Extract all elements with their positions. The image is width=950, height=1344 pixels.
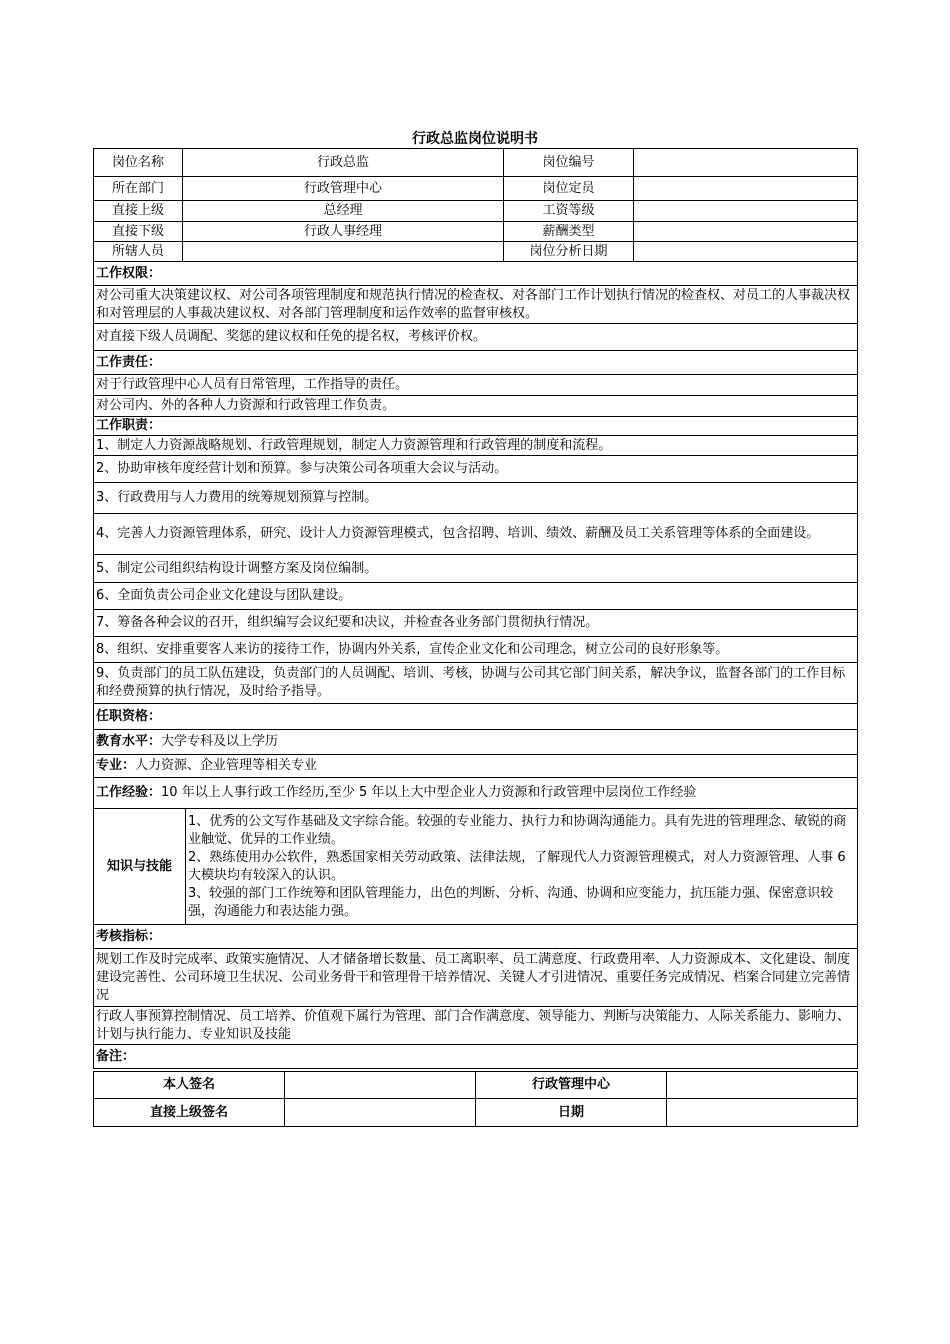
skill-item: 2、熟练使用办公软件，熟悉国家相关劳动政策、法律法规，了解现代人力资源管理模式，对人力资源管理、人事 6 大模块均有较深入的认识。 — [188, 849, 846, 883]
list-item — [94, 436, 858, 456]
info-value — [634, 201, 858, 222]
superior-sign-label: 直接上级签名 — [94, 1099, 285, 1127]
kpi-item: 规划工作及时完成率、政策实施情况、人才储备增长数量、员工离职率、员工满意度、行政费用率、人力资源成本、文化建设、制度建设完善性、公司环境卫生状况、公司业务骨干和管理骨干培养情况、关键人才引进情况、重要任务完成情况、档案合同建立完善情况 — [94, 949, 858, 1007]
duty-item: 9、负责部门的员工队伍建设，负责部门的人员调配、培训、考核，协调与公司其它部门间关系，解决争议，监督各部门的工作目标和经费预算的执行情况，及时给予指导。 — [94, 663, 858, 704]
education-label: 教育水平： — [96, 734, 162, 749]
list-item — [94, 514, 858, 555]
experience-cell — [94, 778, 858, 809]
info-row — [94, 177, 858, 201]
list-item — [94, 637, 858, 663]
section-heading-kpi: 考核指标： — [94, 925, 858, 949]
date-label: 日期 — [476, 1099, 667, 1127]
section-heading-duties: 工作职责： — [94, 417, 858, 436]
skill-item: 3、较强的部门工作统筹和团队管理能力，出色的判断、分析、沟通、协调和应变能力，抗压能力强、保密意识较强，沟通能力和表达能力强。 — [188, 885, 834, 919]
list-item — [94, 583, 858, 610]
info-value: 行政总监 — [183, 149, 504, 177]
duty-item: 1、制定人力资源战略规划、行政管理规划，制定人力资源管理和行政管理的制度和流程。 — [94, 436, 858, 456]
info-value — [634, 149, 858, 177]
list-item — [94, 396, 858, 417]
info-label: 薪酬类型 — [504, 222, 634, 242]
section-heading-row — [94, 1045, 858, 1069]
education-cell — [94, 730, 858, 755]
admin-center-label: 行政管理中心 — [476, 1072, 667, 1099]
duty-item: 3、行政费用与人力费用的统筹规划预算与控制。 — [94, 483, 858, 514]
section-heading-responsibility: 工作责任： — [94, 351, 858, 375]
section-heading-authority: 工作权限： — [94, 262, 858, 286]
info-value: 行政人事经理 — [183, 222, 504, 242]
major-value: 人力资源、企业管理等相关专业 — [135, 758, 318, 773]
section-heading-row — [94, 704, 858, 730]
list-item — [94, 286, 858, 324]
qualification-row — [94, 755, 858, 778]
list-item — [94, 483, 858, 514]
info-label: 所辖人员 — [94, 242, 183, 262]
date-field[interactable] — [667, 1099, 858, 1127]
list-item — [94, 324, 858, 351]
skills-cell — [186, 809, 858, 925]
duty-item: 5、制定公司组织结构设计调整方案及岗位编制。 — [94, 555, 858, 583]
list-item — [94, 1007, 858, 1045]
job-description-table — [93, 261, 858, 1069]
duty-item: 4、完善人力资源管理体系，研究、设计人力资源管理模式，包含招聘、培训、绩效、薪酬及员工关系管理等体系的全面建设。 — [94, 514, 858, 555]
info-label: 岗位分析日期 — [504, 242, 634, 262]
qualification-row — [94, 730, 858, 755]
info-value — [183, 242, 504, 262]
section-heading-row — [94, 925, 858, 949]
info-label: 直接上级 — [94, 201, 183, 222]
section-heading-row — [94, 417, 858, 436]
responsibility-item: 对于行政管理中心人员有日常管理，工作指导的责任。 — [94, 375, 858, 396]
skills-row — [94, 809, 858, 925]
signature-row — [94, 1099, 858, 1127]
kpi-item: 行政人事预算控制情况、员工培养、价值观下属行为管理、部门合作满意度、领导能力、判断与决策能力、人际关系能力、影响力、计划与执行能力、专业知识及技能 — [94, 1007, 858, 1045]
info-value — [634, 222, 858, 242]
education-value: 大学专科及以上学历 — [161, 734, 279, 749]
experience-label: 工作经验： — [96, 785, 162, 800]
list-item — [94, 949, 858, 1007]
duty-item: 2、协助审核年度经营计划和预算。参与决策公司各项重大会议与活动。 — [94, 456, 858, 483]
signature-row — [94, 1072, 858, 1099]
info-row — [94, 242, 858, 262]
duty-item: 8、组织、安排重要客人来访的接待工作，协调内外关系，宣传企业文化和公司理念，树立公司的良好形象等。 — [94, 637, 858, 663]
list-item — [94, 375, 858, 396]
info-value: 总经理 — [183, 201, 504, 222]
major-label: 专业： — [96, 758, 136, 773]
list-item — [94, 663, 858, 704]
self-sign-field[interactable] — [285, 1072, 476, 1099]
list-item — [94, 456, 858, 483]
list-item — [94, 610, 858, 637]
info-value: 行政管理中心 — [183, 177, 504, 201]
duty-item: 6、全面负责公司企业文化建设与团队建设。 — [94, 583, 858, 610]
signature-table — [93, 1071, 858, 1127]
document-title: 行政总监岗位说明书 — [412, 131, 538, 147]
info-row — [94, 149, 858, 177]
section-heading-qualification: 任职资格： — [94, 704, 858, 730]
info-label: 工资等级 — [504, 201, 634, 222]
skills-label: 知识与技能 — [94, 809, 186, 925]
experience-value: 10 年以上人事行政工作经历,至少 5 年以上大中型企业人力资源和行政管理中层岗位工作经验 — [161, 785, 697, 800]
self-sign-label: 本人签名 — [94, 1072, 285, 1099]
skill-item: 1、优秀的公文写作基础及文字综合能。较强的专业能力、执行力和协调沟通能力。具有先进的管理理念、敏锐的商业触觉、优异的工作业绩。 — [188, 813, 847, 847]
section-heading-remarks: 备注： — [94, 1045, 858, 1069]
duty-item: 7、筹备各种会议的召开，组织编写会议纪要和决议，并检查各业务部门贯彻执行情况。 — [94, 610, 858, 637]
list-item — [94, 555, 858, 583]
responsibility-item: 对公司内、外的各种人力资源和行政管理工作负责。 — [94, 396, 858, 417]
info-label: 岗位名称 — [94, 149, 183, 177]
authority-item: 对公司重大决策建议权、对公司各项管理制度和规范执行情况的检查权、对各部门工作计划执行情况的检查权、对员工的人事裁决权和对管理层的人事裁决建议权、对各部门管理制度和运作效率的监督审核权。 — [94, 286, 858, 324]
section-heading-row — [94, 351, 858, 375]
info-value — [634, 177, 858, 201]
info-label: 所在部门 — [94, 177, 183, 201]
section-heading-row — [94, 262, 858, 286]
authority-item: 对直接下级人员调配、奖惩的建议权和任免的提名权，考核评价权。 — [94, 324, 858, 351]
info-row — [94, 222, 858, 242]
qualification-row — [94, 778, 858, 809]
info-label: 岗位定员 — [504, 177, 634, 201]
info-row — [94, 201, 858, 222]
admin-center-field[interactable] — [667, 1072, 858, 1099]
info-label: 直接下级 — [94, 222, 183, 242]
major-cell — [94, 755, 858, 778]
superior-sign-field[interactable] — [285, 1099, 476, 1127]
info-label: 岗位编号 — [504, 149, 634, 177]
basic-info-table — [93, 148, 858, 262]
info-value — [634, 242, 858, 262]
